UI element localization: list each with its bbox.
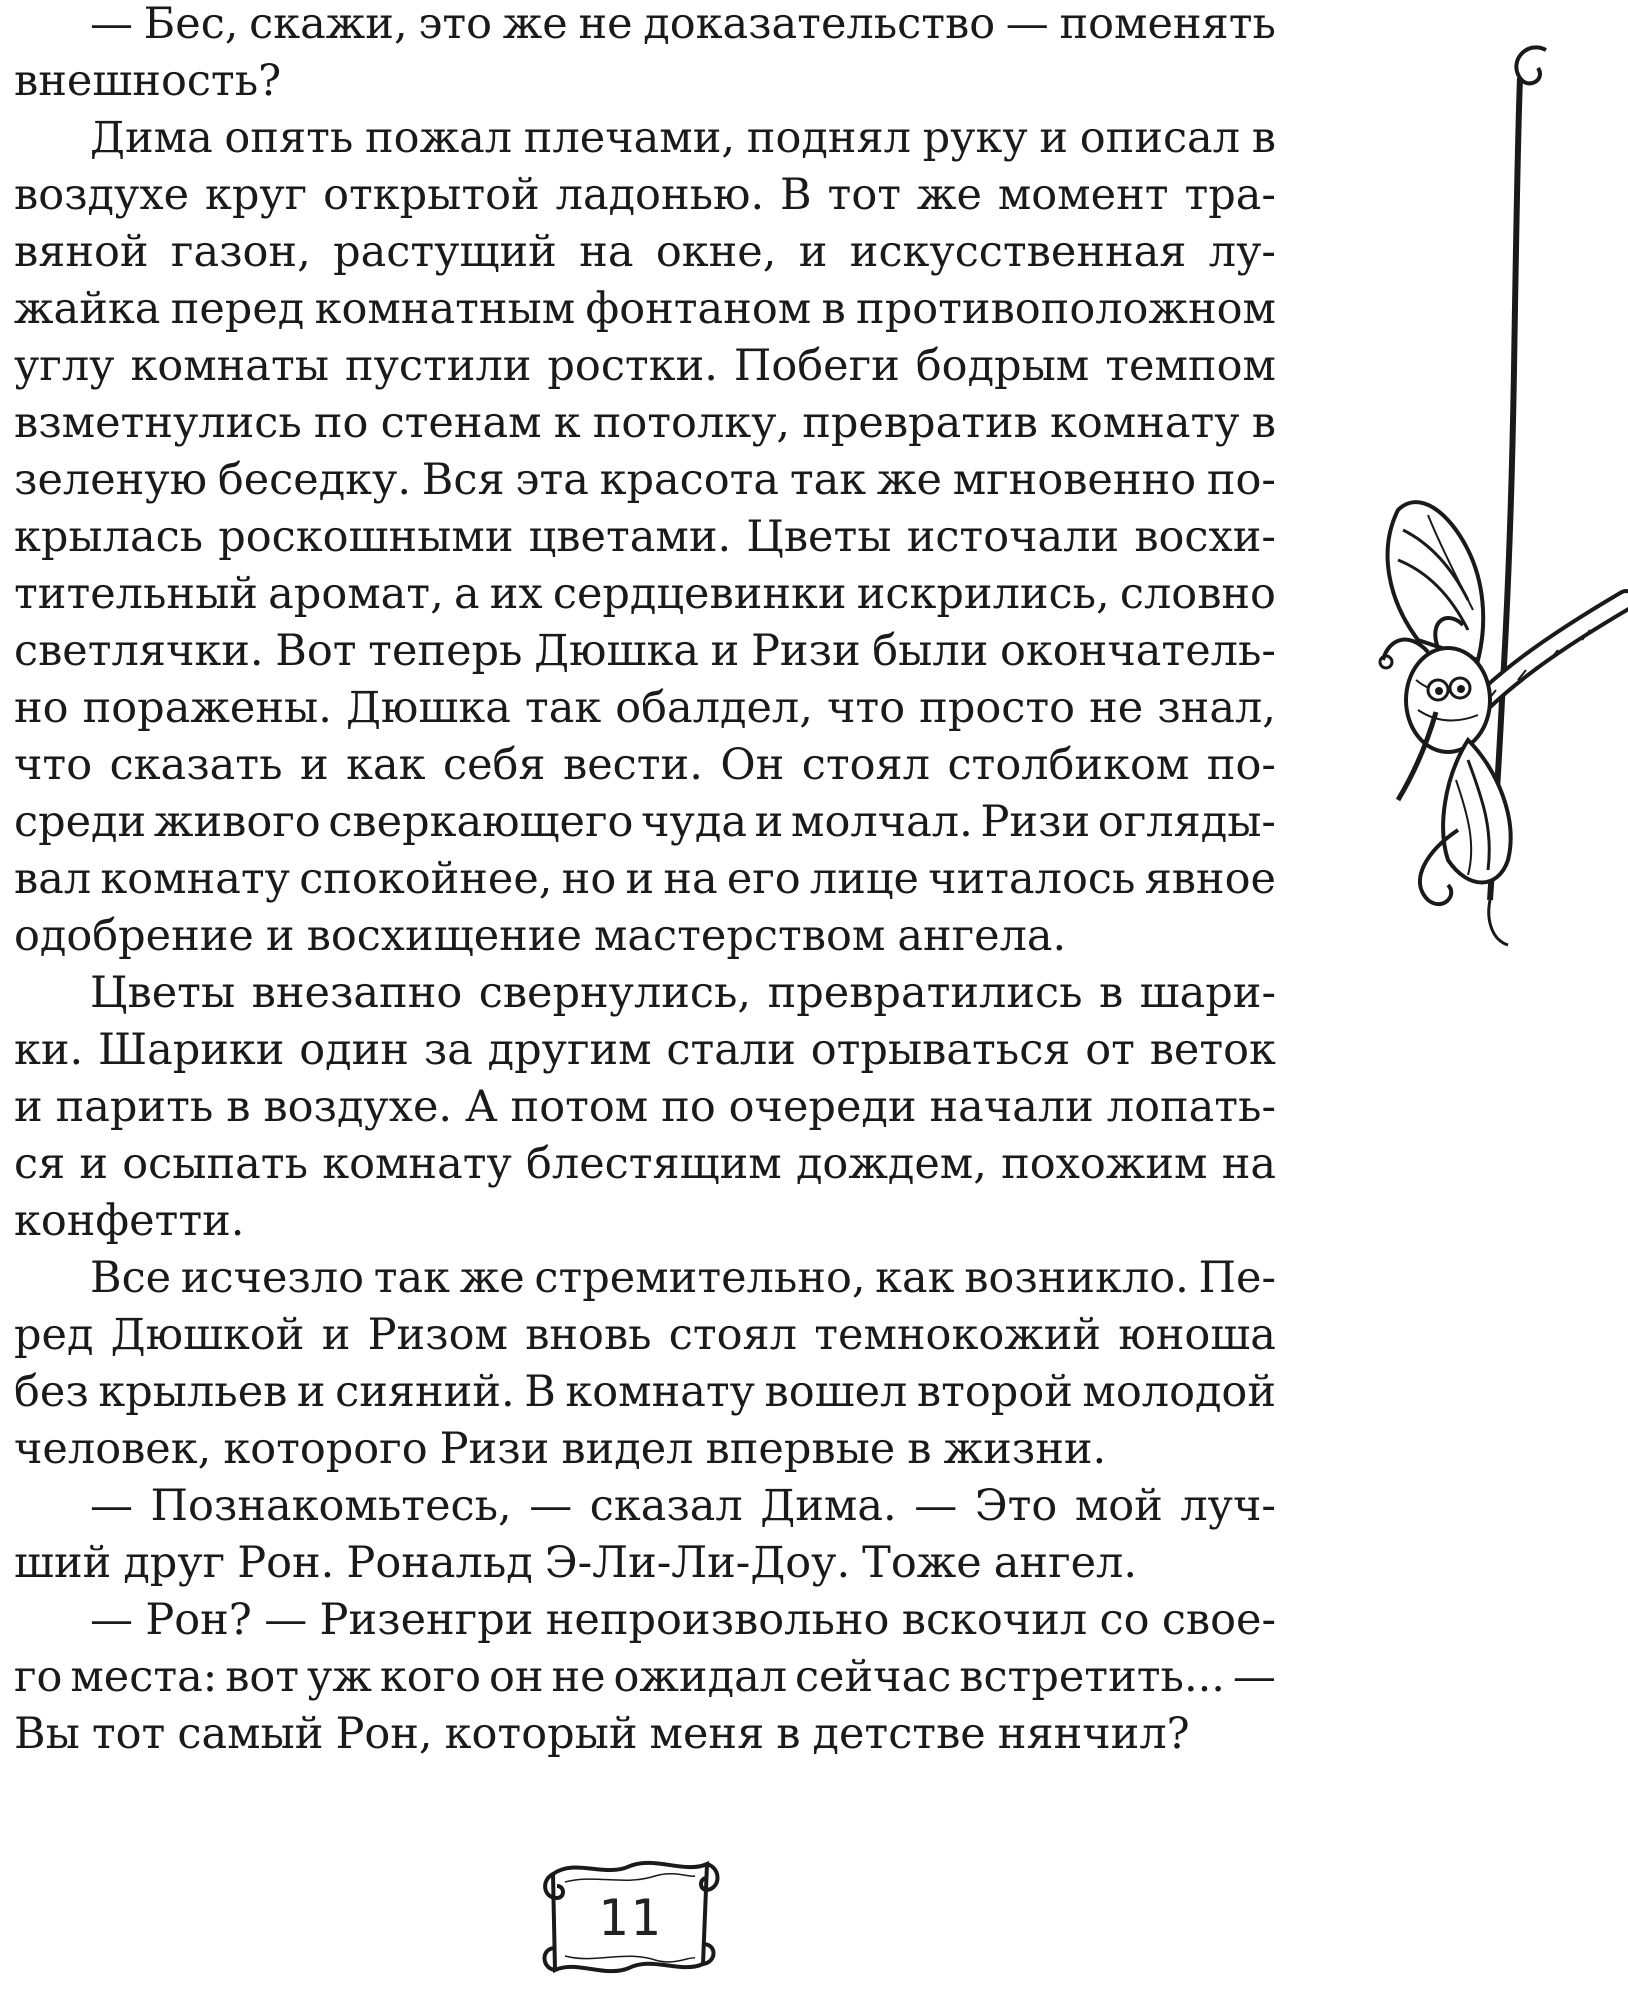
word: парить bbox=[55, 1082, 214, 1132]
word: — bbox=[1232, 1652, 1276, 1702]
page-number: 11 bbox=[597, 1889, 663, 1947]
word: ред bbox=[14, 1310, 94, 1360]
word: в bbox=[907, 1424, 932, 1474]
word: мастерством bbox=[593, 911, 886, 961]
word: момент bbox=[997, 170, 1169, 220]
word: в bbox=[226, 1082, 251, 1132]
word: аромат, bbox=[268, 569, 444, 619]
word: крылась bbox=[14, 512, 204, 562]
word: тра- bbox=[1184, 170, 1276, 220]
word: столбиком bbox=[947, 740, 1190, 790]
word: что bbox=[826, 683, 906, 733]
word: мой bbox=[1074, 1481, 1163, 1531]
word: стоял bbox=[668, 1310, 797, 1360]
word: он bbox=[488, 1652, 544, 1702]
word: Это bbox=[974, 1481, 1058, 1531]
word: Тоже bbox=[862, 1538, 982, 1588]
word: встретить... bbox=[959, 1652, 1225, 1702]
text-line bbox=[14, 452, 1276, 509]
word: исчезло bbox=[180, 1253, 365, 1303]
word: как bbox=[875, 1253, 955, 1303]
word: впервые bbox=[705, 1424, 896, 1474]
word: комнату bbox=[565, 1367, 755, 1417]
word: блестящим bbox=[526, 1139, 782, 1189]
word: роскошными bbox=[218, 512, 514, 562]
word: Побеги bbox=[733, 341, 900, 391]
word: лице bbox=[809, 854, 919, 904]
word: что bbox=[14, 740, 93, 790]
word: живого bbox=[153, 797, 321, 847]
word: осыпать bbox=[122, 1139, 308, 1189]
word: сердцевинки bbox=[552, 569, 847, 619]
word: так bbox=[373, 1253, 451, 1303]
word: сияний. bbox=[335, 1367, 515, 1417]
text-line bbox=[14, 1364, 1276, 1421]
word: по- bbox=[1206, 740, 1276, 790]
word: темнокожий bbox=[814, 1310, 1102, 1360]
word: вошел bbox=[764, 1367, 908, 1417]
word: окончатель- bbox=[1000, 626, 1276, 676]
word: — bbox=[264, 1595, 308, 1645]
word: комнату bbox=[100, 854, 290, 904]
word: — bbox=[90, 1595, 133, 1645]
word: от bbox=[1085, 1025, 1135, 1075]
word: круг bbox=[204, 170, 308, 220]
word: светлячки. bbox=[14, 626, 264, 676]
word: детстве bbox=[812, 1709, 986, 1759]
word: не bbox=[551, 1652, 606, 1702]
word: отрываться bbox=[810, 1025, 1071, 1075]
word: Ризенгри bbox=[319, 1595, 534, 1645]
word: Рон, bbox=[335, 1709, 433, 1759]
text-line bbox=[14, 566, 1276, 623]
word: го bbox=[14, 1652, 63, 1702]
word: ангела. bbox=[897, 911, 1067, 961]
word: противоположном bbox=[856, 284, 1276, 334]
word: но bbox=[14, 683, 69, 733]
word: так bbox=[524, 683, 602, 733]
word: Познакомьтесь, bbox=[150, 1481, 512, 1531]
word: внешность? bbox=[14, 56, 282, 106]
word: же bbox=[916, 170, 982, 220]
word: открытой bbox=[323, 170, 540, 220]
text-line bbox=[14, 1136, 1276, 1193]
word: пожал bbox=[365, 113, 513, 163]
word: в bbox=[1098, 968, 1124, 1018]
word: воздухе. bbox=[263, 1082, 453, 1132]
word: растущий bbox=[333, 227, 557, 277]
word: Дима bbox=[90, 113, 213, 163]
word: В bbox=[780, 170, 812, 220]
word: — bbox=[90, 1481, 133, 1531]
word: ангел. bbox=[993, 1538, 1138, 1588]
word: похожим bbox=[1001, 1139, 1208, 1189]
word: стали bbox=[666, 1025, 796, 1075]
text-line bbox=[14, 1478, 1276, 1535]
word: углу bbox=[14, 341, 115, 391]
word: Ризом bbox=[367, 1310, 508, 1360]
word: окне, bbox=[655, 227, 777, 277]
word: беседку. bbox=[217, 455, 412, 505]
word: со bbox=[1099, 1595, 1150, 1645]
word: Ризи bbox=[980, 797, 1091, 847]
word: В bbox=[524, 1367, 556, 1417]
text-line bbox=[14, 1193, 1276, 1250]
page-number-badge bbox=[535, 1852, 725, 1982]
text-line bbox=[14, 1250, 1276, 1307]
word: друг bbox=[123, 1538, 226, 1588]
word: без bbox=[14, 1367, 89, 1417]
word: на bbox=[663, 854, 718, 904]
text-line bbox=[14, 908, 1276, 965]
word: лу- bbox=[1208, 227, 1276, 277]
word: цветами. bbox=[528, 512, 732, 562]
word: теперь bbox=[368, 626, 523, 676]
word: потолку, bbox=[592, 398, 791, 448]
word: восхищение bbox=[306, 911, 582, 961]
word: одобрение bbox=[14, 911, 254, 961]
word: Дюшка bbox=[534, 626, 699, 676]
word: источали bbox=[906, 512, 1120, 562]
text-line bbox=[14, 794, 1276, 851]
word: воздухе bbox=[14, 170, 190, 220]
word: Рон. bbox=[237, 1538, 335, 1588]
text-line bbox=[14, 338, 1276, 395]
word: мгновенно bbox=[952, 455, 1197, 505]
word: словно bbox=[1119, 569, 1276, 619]
text-line bbox=[14, 623, 1276, 680]
word: вскочил bbox=[901, 1595, 1088, 1645]
word: и bbox=[79, 1139, 109, 1189]
word: вести. bbox=[563, 740, 703, 790]
text-line bbox=[14, 1706, 1276, 1763]
word: ожидал bbox=[613, 1652, 788, 1702]
word: который bbox=[444, 1709, 638, 1759]
word: в bbox=[821, 284, 846, 334]
text-line bbox=[14, 1592, 1276, 1649]
word: поменять bbox=[1059, 0, 1276, 49]
word: тот bbox=[827, 170, 902, 220]
word: вяной bbox=[14, 227, 149, 277]
word: же bbox=[502, 0, 568, 49]
word: — bbox=[1005, 0, 1049, 49]
word: а bbox=[453, 569, 480, 619]
word: руку bbox=[922, 113, 1028, 163]
word: стремительно, bbox=[534, 1253, 866, 1303]
word: в bbox=[776, 1709, 801, 1759]
text-line bbox=[14, 851, 1276, 908]
word: Цветы bbox=[90, 968, 236, 1018]
word: комнату bbox=[1050, 398, 1240, 448]
word: Бес, bbox=[143, 0, 239, 49]
word: Ризи bbox=[750, 626, 861, 676]
word: читалось bbox=[928, 854, 1136, 904]
page-text bbox=[14, 0, 1276, 1763]
text-line bbox=[14, 1421, 1276, 1478]
word: искусственная bbox=[849, 227, 1187, 277]
word: А bbox=[465, 1082, 498, 1132]
word: к bbox=[553, 398, 581, 448]
word: газон, bbox=[170, 227, 311, 277]
word: вновь bbox=[525, 1310, 652, 1360]
word: Он bbox=[720, 740, 785, 790]
word: пустили bbox=[344, 341, 532, 391]
word: сверкающего bbox=[328, 797, 634, 847]
word: стоял bbox=[801, 740, 930, 790]
word: крыльев bbox=[98, 1367, 288, 1417]
word: молодой bbox=[1082, 1367, 1276, 1417]
word: меня bbox=[649, 1709, 765, 1759]
word: видел bbox=[561, 1424, 694, 1474]
text-line bbox=[14, 224, 1276, 281]
word: — bbox=[90, 0, 133, 49]
word: тительный bbox=[14, 569, 258, 619]
word: по bbox=[313, 398, 369, 448]
word: Дима. bbox=[760, 1481, 897, 1531]
word: Дюшкой bbox=[110, 1310, 305, 1360]
word: знал, bbox=[1157, 683, 1276, 733]
word: шари- bbox=[1139, 968, 1276, 1018]
word: Вы bbox=[14, 1709, 80, 1759]
word: свернулись, bbox=[478, 968, 752, 1018]
word: описал bbox=[1079, 113, 1241, 163]
word: превратив bbox=[802, 398, 1038, 448]
text-line bbox=[14, 281, 1276, 338]
word: и bbox=[754, 797, 784, 847]
word: жизни. bbox=[943, 1424, 1107, 1474]
word: один bbox=[299, 1025, 409, 1075]
word: Рон? bbox=[145, 1595, 252, 1645]
word: ший bbox=[14, 1538, 112, 1588]
word: комнаты bbox=[130, 341, 329, 391]
word: поднял bbox=[746, 113, 911, 163]
word: жайка bbox=[14, 284, 161, 334]
word: в bbox=[1251, 398, 1276, 448]
word: по- bbox=[1206, 455, 1276, 505]
text-line bbox=[14, 0, 1276, 53]
word: ладонью. bbox=[555, 170, 765, 220]
word: вот bbox=[225, 1652, 300, 1702]
word: плечами, bbox=[523, 113, 736, 163]
word: его bbox=[726, 854, 801, 904]
word: огляды- bbox=[1097, 797, 1276, 847]
word: кого bbox=[379, 1652, 481, 1702]
word: Рональд bbox=[346, 1538, 533, 1588]
word: спокойнее, bbox=[299, 854, 553, 904]
word: это bbox=[418, 0, 493, 49]
word: ся bbox=[14, 1139, 66, 1189]
word: Все bbox=[90, 1253, 172, 1303]
word: доказательство bbox=[643, 0, 996, 49]
text-line bbox=[14, 53, 1276, 110]
word: другим bbox=[487, 1025, 652, 1075]
word: свое- bbox=[1161, 1595, 1276, 1645]
word: и bbox=[1039, 113, 1069, 163]
word: и bbox=[299, 740, 329, 790]
text-line bbox=[14, 680, 1276, 737]
word: в bbox=[1251, 113, 1276, 163]
word: были bbox=[872, 626, 989, 676]
word: скажи, bbox=[249, 0, 408, 49]
word: эта bbox=[515, 455, 589, 505]
word: ростки. bbox=[547, 341, 718, 391]
word: Э-Ли-Ли-Доу. bbox=[544, 1538, 851, 1588]
word: опять bbox=[224, 113, 354, 163]
word: но bbox=[561, 854, 617, 904]
word: начали bbox=[929, 1082, 1094, 1132]
word: луч- bbox=[1180, 1481, 1276, 1531]
word: по bbox=[661, 1082, 716, 1132]
word: и bbox=[321, 1310, 351, 1360]
word: зеленую bbox=[14, 455, 208, 505]
text-line bbox=[14, 1535, 1276, 1592]
word: и bbox=[798, 227, 828, 277]
word: ки. bbox=[14, 1025, 84, 1075]
word: превратились bbox=[767, 968, 1083, 1018]
word: очереди bbox=[728, 1082, 917, 1132]
text-line bbox=[14, 1649, 1276, 1706]
word: сказать bbox=[109, 740, 283, 790]
word: на bbox=[579, 227, 634, 277]
word: сейчас bbox=[794, 1652, 952, 1702]
word: и bbox=[710, 626, 740, 676]
word: комнатным bbox=[314, 284, 576, 334]
text-line bbox=[14, 1307, 1276, 1364]
word: лопать- bbox=[1106, 1082, 1276, 1132]
word: и bbox=[296, 1367, 326, 1417]
word: молчал. bbox=[791, 797, 973, 847]
word: за bbox=[423, 1025, 473, 1075]
word: же bbox=[876, 455, 942, 505]
text-line bbox=[14, 110, 1276, 167]
word: Цветы bbox=[746, 512, 892, 562]
word: фонтаном bbox=[585, 284, 812, 334]
word: Шарики bbox=[98, 1025, 285, 1075]
word: Дюшка bbox=[345, 683, 511, 733]
word: просто bbox=[919, 683, 1075, 733]
word: Ризи bbox=[439, 1424, 550, 1474]
word: не bbox=[578, 0, 633, 49]
text-line bbox=[14, 965, 1276, 1022]
word: второй bbox=[916, 1367, 1073, 1417]
word: явное bbox=[1144, 854, 1276, 904]
word: вал bbox=[14, 854, 92, 904]
text-line bbox=[14, 1079, 1276, 1136]
word: среди bbox=[14, 797, 147, 847]
word: потом bbox=[510, 1082, 649, 1132]
word: веток bbox=[1149, 1025, 1276, 1075]
word: перед bbox=[170, 284, 305, 334]
word: Пе- bbox=[1198, 1253, 1276, 1303]
word: места: bbox=[70, 1652, 218, 1702]
text-line bbox=[14, 167, 1276, 224]
word: на bbox=[1221, 1139, 1276, 1189]
word: самый bbox=[177, 1709, 324, 1759]
word: чуда bbox=[641, 797, 747, 847]
word: уж bbox=[307, 1652, 372, 1702]
word: и bbox=[265, 911, 295, 961]
word: Вот bbox=[275, 626, 357, 676]
word: взметнулись bbox=[14, 398, 302, 448]
word: темпом bbox=[1105, 341, 1276, 391]
word: восхи- bbox=[1134, 512, 1276, 562]
word: сказал bbox=[589, 1481, 743, 1531]
word: — bbox=[529, 1481, 573, 1531]
word: — bbox=[914, 1481, 958, 1531]
word: их bbox=[489, 569, 543, 619]
word: бодрым bbox=[915, 341, 1090, 391]
word: и bbox=[625, 854, 655, 904]
word: непроизвольно bbox=[545, 1595, 890, 1645]
word: обалдел, bbox=[615, 683, 813, 733]
word: не bbox=[1089, 683, 1144, 733]
text-line bbox=[14, 1022, 1276, 1079]
word: себя bbox=[443, 740, 546, 790]
hanging-bird-illustration bbox=[1368, 40, 1628, 990]
text-line bbox=[14, 509, 1276, 566]
word: Вся bbox=[421, 455, 505, 505]
word: дождем, bbox=[795, 1139, 987, 1189]
word: искрились, bbox=[856, 569, 1110, 619]
word: так bbox=[789, 455, 867, 505]
word: как bbox=[346, 740, 426, 790]
word: которого bbox=[223, 1424, 428, 1474]
word: же bbox=[459, 1253, 525, 1303]
word: тот bbox=[91, 1709, 166, 1759]
word: красота bbox=[599, 455, 780, 505]
word: поражены. bbox=[82, 683, 332, 733]
word: возникло. bbox=[964, 1253, 1189, 1303]
word: внезапно bbox=[251, 968, 463, 1018]
text-line bbox=[14, 395, 1276, 452]
word: юноша bbox=[1118, 1310, 1276, 1360]
word: нянчил? bbox=[997, 1709, 1190, 1759]
word: человек, bbox=[14, 1424, 212, 1474]
text-line bbox=[14, 737, 1276, 794]
word: конфетти. bbox=[14, 1196, 245, 1246]
word: стенам bbox=[380, 398, 542, 448]
word: комнату bbox=[322, 1139, 512, 1189]
word: и bbox=[14, 1082, 43, 1132]
